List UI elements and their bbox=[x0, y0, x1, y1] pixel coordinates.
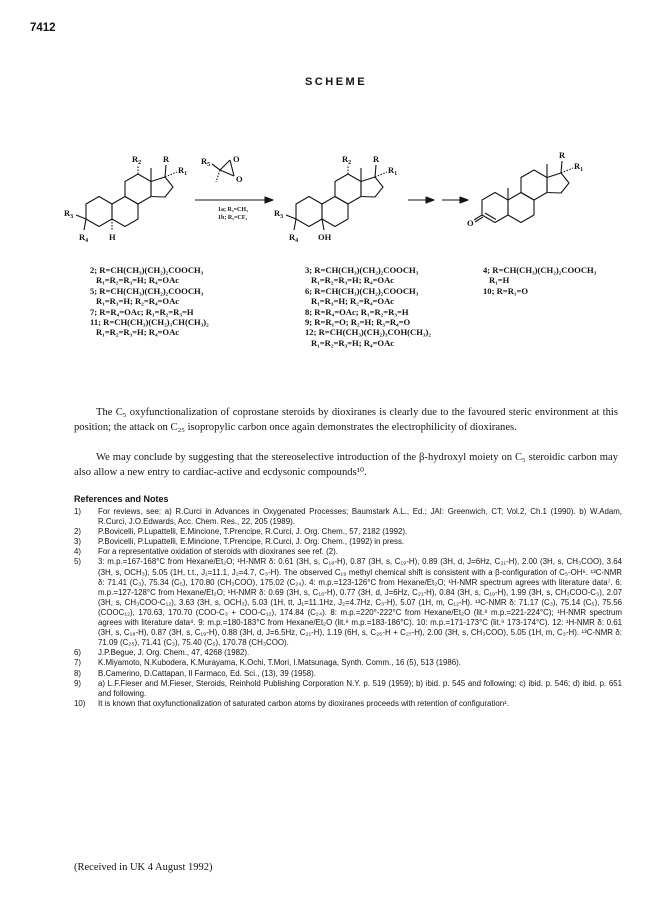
compound-line: 2; R=CH(CH₃)(CH₂)₂COOCH₃ bbox=[90, 265, 204, 275]
r3-bond bbox=[76, 215, 86, 219]
reference-item bbox=[74, 669, 622, 679]
label-r2-middle: $R_2$ bbox=[342, 154, 352, 166]
reference-item bbox=[74, 648, 622, 658]
label-r1-middle: $R_1$ bbox=[388, 165, 398, 177]
label-r4-middle: $R_4$ bbox=[289, 232, 299, 244]
compound-line: R₁=R₃=H; R₂=R₄=OAc bbox=[96, 296, 180, 307]
compound-line: 10; R=R₁=O bbox=[483, 285, 529, 296]
r-bond bbox=[165, 165, 166, 177]
label-r5: $R_5$ bbox=[201, 156, 211, 168]
reference-item bbox=[74, 537, 622, 547]
reference-item bbox=[74, 507, 622, 527]
label-o-right: O bbox=[467, 218, 474, 228]
reference-number: 4) bbox=[74, 547, 82, 557]
body-paragraph-1: The C₅ oxyfunctionalization of coprostane steroids by dioxiranes is clearly due to the favoured steric environment at this position; the attack on C₂₅ isopropylic carbon once again demonstrates the electrophilicity of dioxiranes. bbox=[74, 407, 618, 433]
references-list bbox=[74, 507, 622, 709]
label-r-right: R bbox=[559, 150, 566, 160]
label-dioxirane-o2: O bbox=[236, 174, 243, 184]
reference-text: It is known that oxyfunctionalization of saturated carbon atoms by dioxiranes proceeds with retention of configuration¹. bbox=[98, 698, 509, 708]
reference-item bbox=[74, 527, 622, 537]
compound-line: R₁=R₂=R₃=H; R₄=OAc bbox=[311, 337, 395, 348]
compound-list-column-1 bbox=[90, 265, 209, 338]
label-r3-middle: $R_3$ bbox=[274, 208, 284, 220]
reference-text: P.Bovicelli, P.Lupattelli, E.Mincione, T.Prencipe, R.Curci, J. Org. Chem., (1992) in press. bbox=[98, 537, 405, 547]
reference-text: For a representative oxidation of steroids with dioxiranes see ref. (2). bbox=[98, 547, 338, 557]
reference-number: 9) bbox=[74, 678, 82, 688]
compound-line: R₁=H bbox=[489, 275, 510, 286]
steroid-structure-right bbox=[474, 161, 573, 223]
reference-item bbox=[74, 557, 622, 648]
reference-number: 7) bbox=[74, 658, 82, 668]
reference-item bbox=[74, 658, 622, 668]
reference-text: 3: m.p.=167-168°C from Hexane/Et₂O; ¹H-NMR δ: 0.61 (3H, s, C₁₈-H), 0.87 (3H, s, C₁₉-H), 0.89 (3H, d, J=6Hz, C₂₁-H), 2.00 (3H, s, CH₃COO), 3.64 (3H, s, OCH₃), 5.05 (1H, t.t., J₁=11.1, J₂=4.7, C₃-H). The observed C₁₉ methyl chemical shift is consistent with a β-configuration of C₅-OH⁶. ¹³C-NMR δ: 71.41 (C₃), 75.34 (C₅), 170.80 (CH₃COO), 175.02 (C₂₄). 4: m.p.=123-126°C from Hexane/Et₂O; ¹H-NMR spectrum agrees with literature data⁷. 6: m.p.=127-128°C from Hexane/Et₂O; ¹H-NMR δ: 0.69 (3H, s, C₁₈-H), 0.77 (3H, d, J=6Hz, C₂₁-H), 0.84 (3H, s, C₁₉-H), 1.99 (3H, s, CH₃COO-C₃), 2.07 (3H, s, CH₃COO-C₁₂), 3.63 (3H, s, OCH₃), 5.03 (1H, tt, J₁=11.1Hz, J₂=4.7Hz, C₃-H), 5.07 (1H, m, C₁₂-H). ¹³C-NMR δ: 71.17 (C₃), 75.14 (C₅), 75.56 (COOC₁₂), 170.63, 170.70 (COO-C₃ + COO-C₁₂), 174.84 (C₂₄). 8: m.p.=220°-222°C from Hexane/Et₂O (lit.⁸ m.p.=221-224°C); ¹H-NMR spectrum agrees with literature data⁸. 9: m.p.=180-183°C from Hexane/Et₂O (lit.⁹ m.p.=183-186°C). 10: m.p.=171-173°C (lit.⁹ 173-174°C). 12: ¹H-NMR δ: 0.61 (3H, s, C₁₈-H), 0.87 (3H, s, C₁₉-H), 0.88 (3H, d, J=6.5Hz, C₂₁-H), 1.19 (6H, s, C₂₆-H + C₂₇-H), 2.00 (3H, s, CH₃COO), 5.05 (1H, m, C₃-H). ¹³C-NMR δ: 71.09 (C₂₅), 71.41 (C₃), 75.40 (C₅), 170.78 (CH₃COO). bbox=[98, 557, 622, 648]
references-heading: References and Notes bbox=[74, 494, 169, 504]
compound-line: 5; R=CH(CH₃)(CH₂)₂COOCH₃ bbox=[90, 285, 204, 296]
reference-number: 8) bbox=[74, 668, 82, 678]
compound-list-column-2 bbox=[305, 265, 431, 348]
compound-list-column-3 bbox=[483, 265, 596, 296]
label-r1-right: $R_1$ bbox=[574, 161, 584, 173]
reference-item bbox=[74, 547, 622, 557]
steroid-structure-middle bbox=[286, 165, 387, 230]
compound-line: 11; R=CH(CH₃)(CH₂)₃CH(CH₃)₂ bbox=[90, 317, 209, 328]
label-dioxirane-o1: O bbox=[233, 154, 240, 164]
reference-item bbox=[74, 679, 622, 699]
received-date: (Received in UK 4 August 1992) bbox=[74, 862, 213, 873]
scheme-title: SCHEME bbox=[304, 76, 368, 88]
compound-line: 12; R=CH(CH₃)(CH₂)₃COH(CH₃)₂ bbox=[305, 327, 431, 338]
compound-line: R₁=R₂=R₃=H; R₄=OAc bbox=[311, 275, 395, 286]
arrowhead-2 bbox=[426, 197, 434, 203]
reference-text: a) L.F.Fieser and M.Fieser, Steroids, Reinhold Publishing Corporation N.Y. p. 519 (1959); b) ibid. p. 545 and following; c) ibid. p. 546; d) ibid. p. 651 and following. bbox=[98, 678, 622, 698]
compound-line: 8; R=R₄=OAc; R₁=R₂=R₃=H bbox=[305, 306, 409, 317]
label-r-left: R bbox=[163, 154, 170, 164]
arrowhead-3 bbox=[460, 197, 468, 203]
compound-line: 9; R=R₁=O; R₂=H; R₃=R₄=O bbox=[305, 317, 411, 328]
compound-line: 6; R=CH(CH₃)(CH₂)₂COOCH₃ bbox=[305, 285, 419, 296]
arrowhead-1 bbox=[265, 197, 273, 203]
reference-text: B.Camerino, D.Cattapan, Il Farmaco, Ed. Sci., (13), 39 (1958). bbox=[98, 668, 316, 678]
page-number: 7412 bbox=[30, 22, 56, 34]
label-h-left: H bbox=[109, 232, 116, 242]
label-r-middle: R bbox=[373, 154, 380, 164]
label-r1-left: $R_1$ bbox=[178, 165, 188, 177]
reference-text: P.Bovicelli, P.Lupattelli, E.Mincione, T.Prencipe, R.Curci, J. Org. Chem., 57, 2182 (1992). bbox=[98, 527, 408, 537]
compound-line: 3; R=CH(CH₃)(CH₂)₂COOCH₃ bbox=[305, 265, 419, 275]
oh-bond bbox=[322, 219, 324, 230]
reference-text: For reviews, see: a) R.Curci in Advances in Oxygenated Processes; Baumstark A.L., Ed.; JAI: Greenwich, CT; Vol.2, Ch.1 (1990). b) W.Adam, R.Curci, J.O.Edwards, Acc. Chem. Res., 22, 205 (1989). bbox=[98, 507, 622, 527]
reference-number: 2) bbox=[74, 527, 82, 537]
carbonyl-bond bbox=[474, 215, 482, 220]
compound-line: R₁=R₂=R₃=H; R₄=OAc bbox=[96, 327, 180, 338]
reference-number: 1) bbox=[74, 507, 82, 516]
enone-double-bond bbox=[485, 213, 496, 220]
label-r2-left: $R_2$ bbox=[132, 154, 142, 166]
reference-number: 3) bbox=[74, 537, 82, 547]
label-r3-left: $R_3$ bbox=[64, 208, 74, 220]
dioxirane-reagent bbox=[212, 160, 234, 182]
reference-text: J.P.Begue, J. Org. Chem., 47, 4268 (1982). bbox=[98, 648, 250, 658]
reagent-1a: 1a; R₅=CH₃ bbox=[218, 207, 248, 213]
steroid-structure-left bbox=[76, 165, 177, 230]
compound-line: 7; R=R₄=OAc; R₁=R₂=R₃=H bbox=[90, 306, 194, 317]
compound-line: R₁=R₂=R₃=H; R₄=OAc bbox=[96, 275, 180, 286]
compound-line: 4; R=CH(CH₃)(CH₂)₂COOCH₃ bbox=[483, 265, 597, 275]
reference-number: 5) bbox=[74, 557, 82, 567]
body-paragraph-2: We may conclude by suggesting that the stereoselective introduction of the β-hydroxyl moiety on C₅ steroidic carbon may also allow a new entry to cardiac-active and ecdysonic compounds¹⁰. bbox=[74, 452, 618, 478]
r4-bond bbox=[84, 219, 86, 230]
r1-bond bbox=[165, 172, 177, 177]
reaction-scheme bbox=[60, 120, 620, 260]
reference-number: 10) bbox=[74, 698, 86, 708]
reference-text: K.Miyamoto, N.Kubodera, K.Murayama, K.Ochi, T.Mori, I.Matsunaga, Synth. Comm., 16 (5), 513 (1986). bbox=[98, 658, 461, 668]
compound-line: R₁=R₃=H; R₂=R₄=OAc bbox=[311, 296, 395, 307]
reference-item bbox=[74, 699, 622, 709]
label-r4-left: $R_4$ bbox=[79, 232, 89, 244]
reagent-1b: 1b; R₅=CF₃ bbox=[218, 215, 248, 221]
label-oh-middle: OH bbox=[318, 232, 332, 242]
reference-number: 6) bbox=[74, 648, 82, 658]
